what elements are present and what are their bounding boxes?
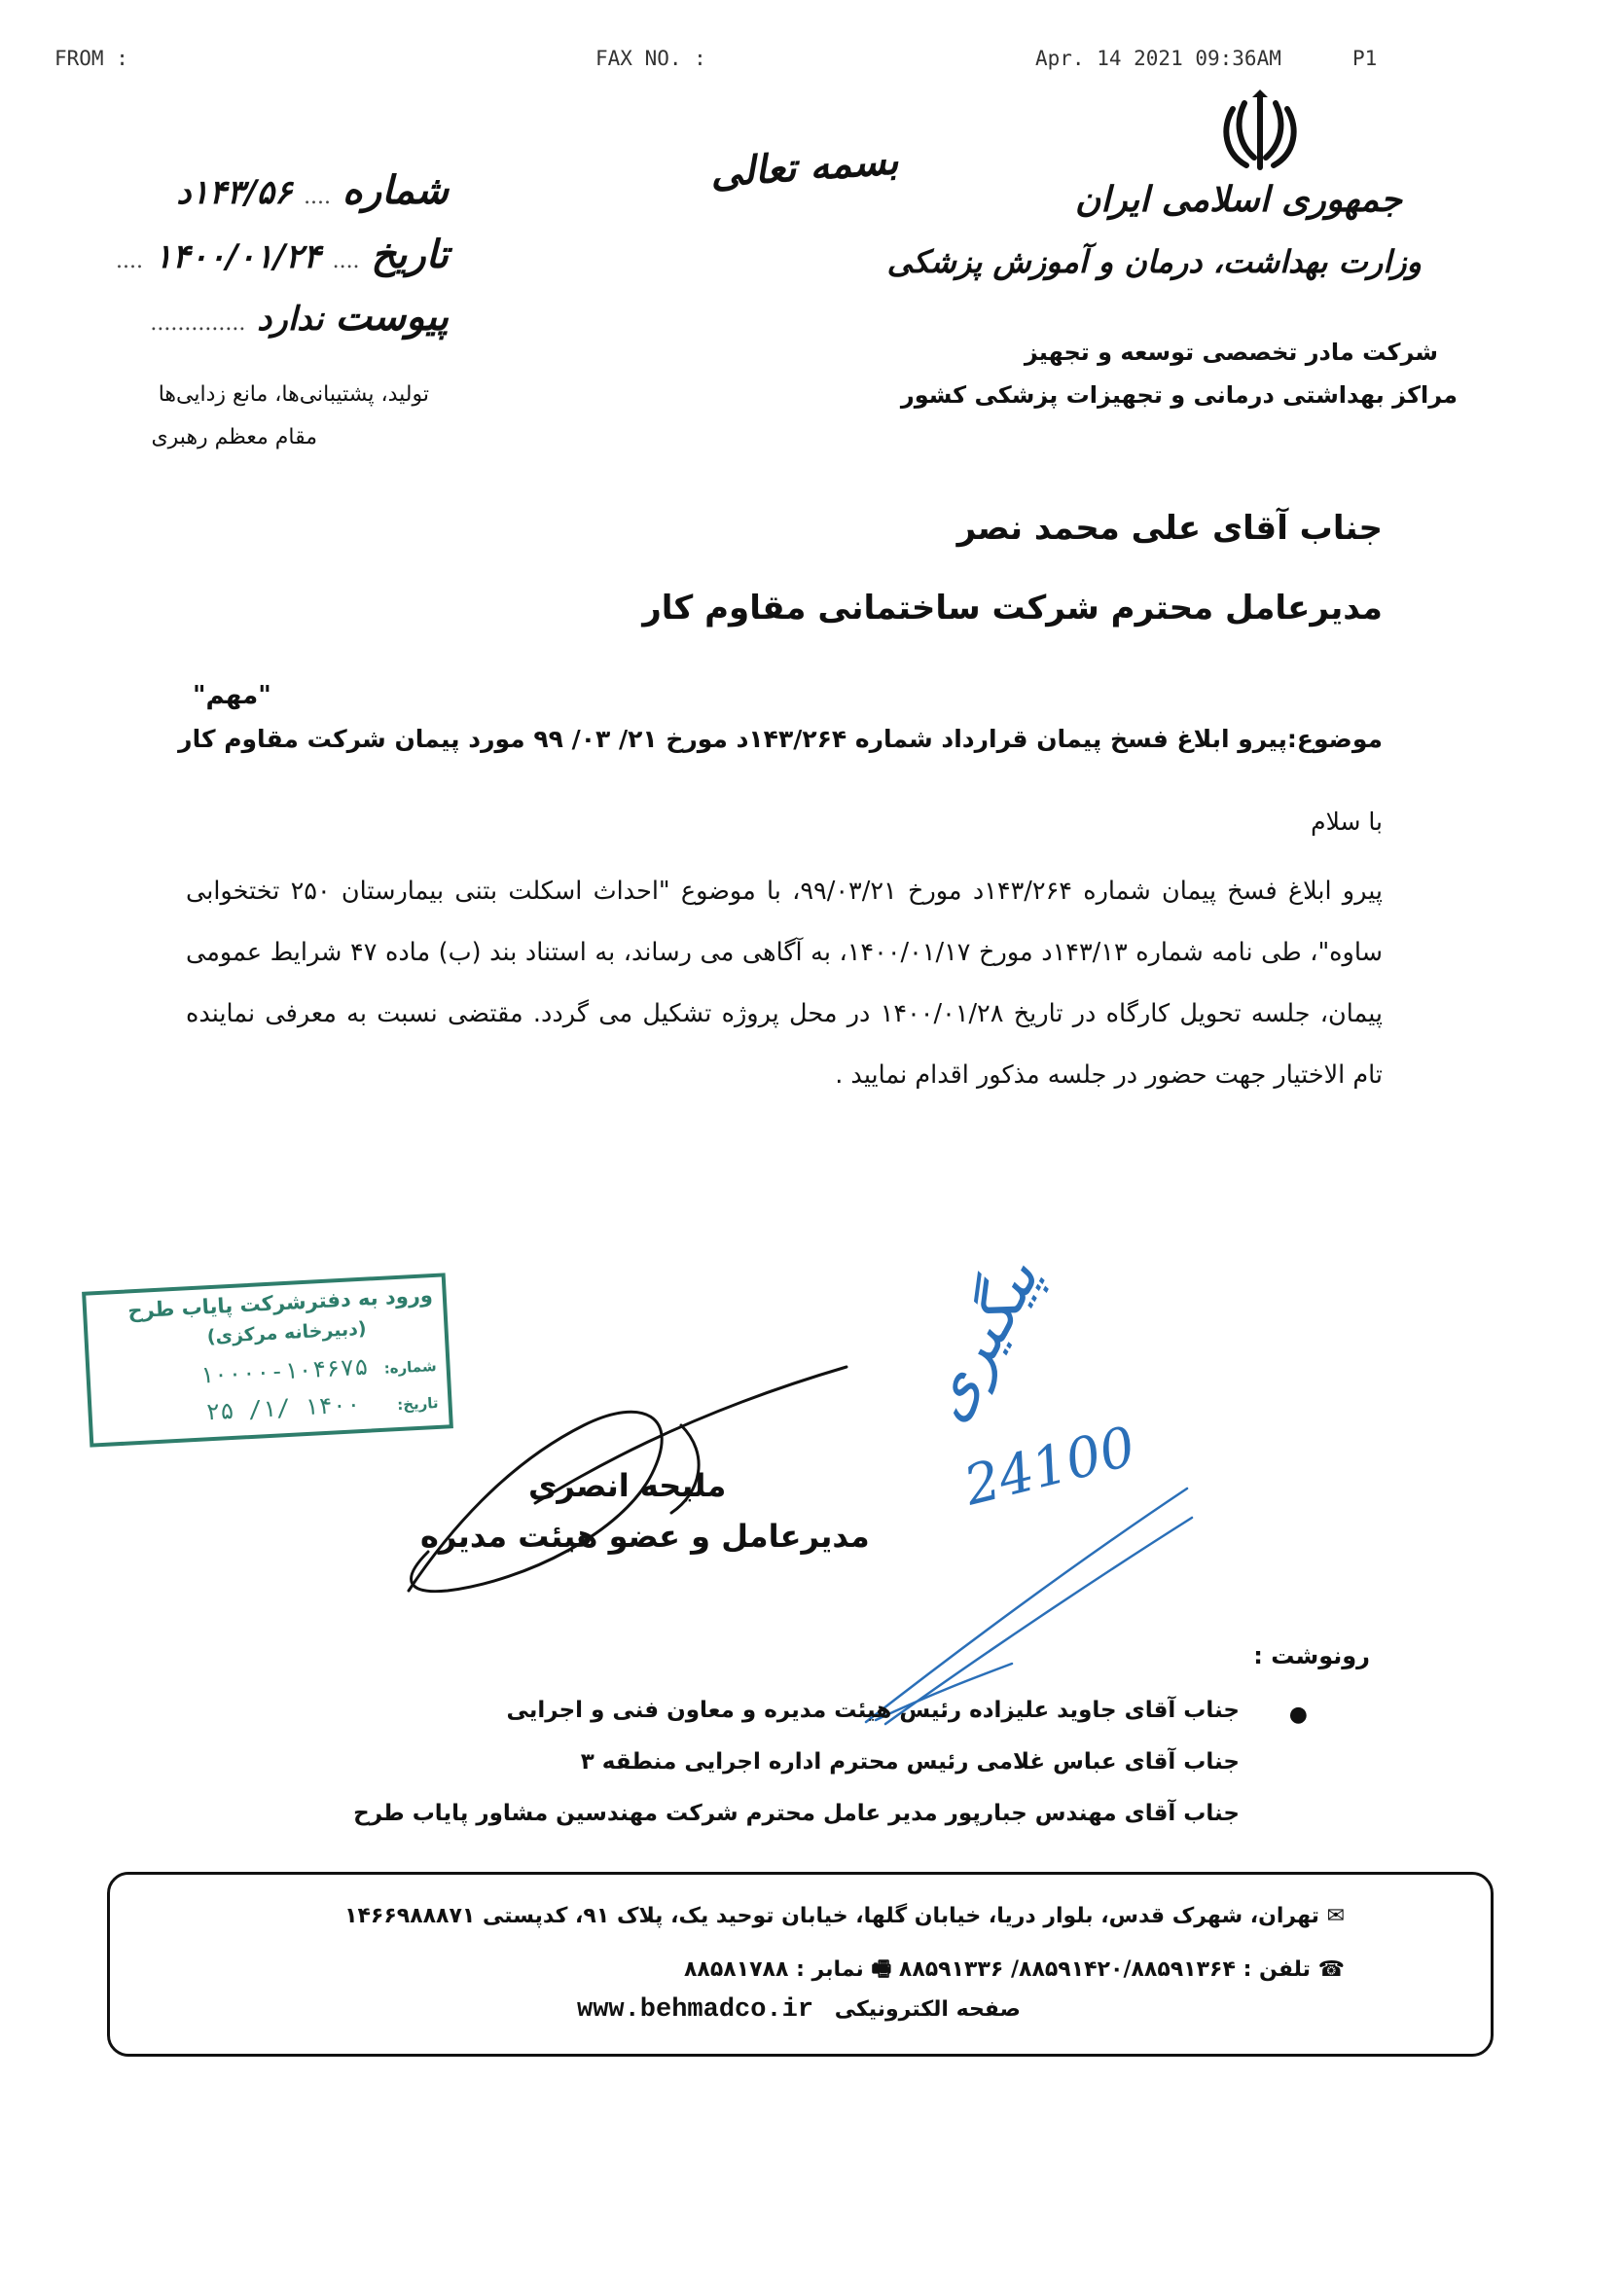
- stamp-date-label: تاریخ:: [396, 1393, 440, 1415]
- letter-date-row: تاریخ .... ۱۴۰۰/۰۱/۲۴ ....: [115, 232, 449, 277]
- letter-attachment-row: پیوست ندارد ..............: [150, 294, 449, 340]
- fax-icon: 🖷: [871, 1957, 892, 1982]
- stamp-number-label: شماره:: [383, 1356, 438, 1378]
- footer-address: تهران، شهرک قدس، بلوار دریا، خیابان گلها، خیابان توحید یک، پلاک ۹۱، کدپستی ۱۴۶۶۹۸۸۸۷۱: [344, 1904, 1319, 1928]
- letter-attachment-value: ندارد: [257, 300, 324, 339]
- ministry-line-2: وزارت بهداشت، درمان و آموزش پزشکی: [886, 243, 1422, 280]
- motto-line: تولید، پشتیبانی‌ها، مانع زدایی‌ها: [158, 382, 429, 407]
- signer-title: مدیرعامل و عضو هیئت مدیره: [420, 1518, 870, 1555]
- footer-fax: ۸۸۵۸۱۷۸۸: [683, 1957, 789, 1982]
- footer-website-label: صفحه الکترونیکی: [834, 1997, 1021, 2022]
- handwritten-strokes: [856, 1469, 1197, 1732]
- addressee-name: جناب آقای علی محمد نصر: [956, 509, 1383, 548]
- stamp-date-value: ۱۴۰۰ /۱/ ۲۵: [205, 1390, 362, 1426]
- footer-website-row: [577, 1995, 1021, 2025]
- signer-name: ملیحه انصری: [528, 1467, 727, 1504]
- footer-website[interactable]: www.behmadco.ir: [577, 1995, 814, 2025]
- letter-body: پیرو ابلاغ فسخ پیمان شماره ۱۴۳/۲۶۴د مورخ ۹۹/۰۳/۲۱، با موضوع "احداث اسکلت بتنی بیمارستان ۲۵۰ تختخوابی ساوه"، طی نامه شماره ۱۴۳/۱۳د مورخ ۱۴۰۰/۰۱/۱۷، به آگاهی می رساند، به استناد بند (ب) ماده ۴۷ شرایط عمومی پیمان، جلسه تحویل کارگاه در تاریخ ۱۴۰۰/۰۱/۲۸ در محل پروژه تشکیل می گردد. مقتضی نسبت به معرفی نماینده تام الاختیار جهت حضور در جلسه مذکور اقدام نمایید .: [186, 877, 1383, 1090]
- fax-timestamp: Apr. 14 2021 09:36AM: [1035, 47, 1281, 70]
- letter-number-row: شماره .... ۱۴۳/۵۶د: [176, 167, 449, 213]
- cc-item: جناب آقای عباس غلامی رئیس محترم اداره اجرایی منطقه ۳: [580, 1749, 1240, 1775]
- priority-label: "مهم": [193, 681, 271, 710]
- fax-number-label: FAX NO. :: [595, 47, 706, 70]
- fax-from-label: FROM :: [54, 47, 128, 70]
- greeting: با سلام: [1311, 807, 1383, 836]
- company-line-2: مراکز بهداشتی درمانی و تجهیزات پزشکی کشور: [900, 381, 1458, 409]
- phone-icon: ☎: [1317, 1957, 1345, 1982]
- letter-attachment-label: پیوست: [335, 294, 449, 340]
- basmala: بسمه تعالی: [708, 137, 900, 197]
- letter-subject: موضوع:پیرو ابلاغ فسخ پیمان قرارداد شماره ۱۴۳/۲۶۴د مورخ ۲۱/ ۰۳/ ۹۹ مورد پیمان شرکت مقاوم کار: [178, 725, 1383, 753]
- letter-number-label: شماره: [342, 167, 449, 213]
- footer-phones: ۸۸۵۹۱۴۲۰/۸۸۵۹۱۳۶۴/ ۸۸۵۹۱۳۳۶: [898, 1957, 1236, 1982]
- iran-emblem-icon: [1219, 90, 1301, 173]
- handwritten-followup-note: پیگیری: [909, 1246, 1054, 1433]
- cc-item: جناب آقای جاوید علیزاده رئیس هیئت مدیره و معاون فنی و اجرایی: [506, 1698, 1240, 1723]
- stamp-number-value: ۱۰۰۰۰-۱۰۴۶۷۵: [198, 1352, 370, 1389]
- letter-date-value: ۱۴۰۰/۰۱/۲۴: [154, 237, 321, 276]
- footer-fax-label: نمابر :: [796, 1957, 864, 1982]
- fax-page: P1: [1352, 47, 1378, 70]
- footer-phone-label: تلفن :: [1243, 1957, 1311, 1982]
- stamp-subtitle: (دبیرخانه مرکزی): [206, 1317, 368, 1348]
- letter-date-label: تاریخ: [371, 232, 449, 277]
- company-line-1: شرکت مادر تخصصی توسعه و تجهیز: [1024, 339, 1438, 366]
- cc-bullet-icon: ●: [1288, 1703, 1308, 1727]
- stamp-title: ورود به دفترشرکت پایاب طرح: [126, 1283, 434, 1323]
- motto-attribution: مقام معظم رهبری: [151, 425, 317, 449]
- cc-title: رونوشت :: [1253, 1642, 1370, 1669]
- handwritten-reference-number: 24100: [957, 1415, 1142, 1519]
- addressee-title: مدیرعامل محترم شرکت ساختمانی مقاوم کار: [642, 589, 1383, 628]
- footer-phone-row: [684, 1953, 1345, 1990]
- footer-address-row: [344, 1904, 1345, 1928]
- cc-item: جناب آقای مهندس جبارپور مدیر عامل محترم شرکت مهندسین مشاور پایاب طرح: [353, 1801, 1240, 1826]
- letter-number-value: ۱۴۳/۵۶د: [176, 173, 293, 212]
- ministry-line-1: جمهوری اسلامی ایران: [1074, 179, 1402, 220]
- footer-contact-box: [107, 1872, 1494, 2057]
- envelope-icon: ✉: [1326, 1904, 1345, 1928]
